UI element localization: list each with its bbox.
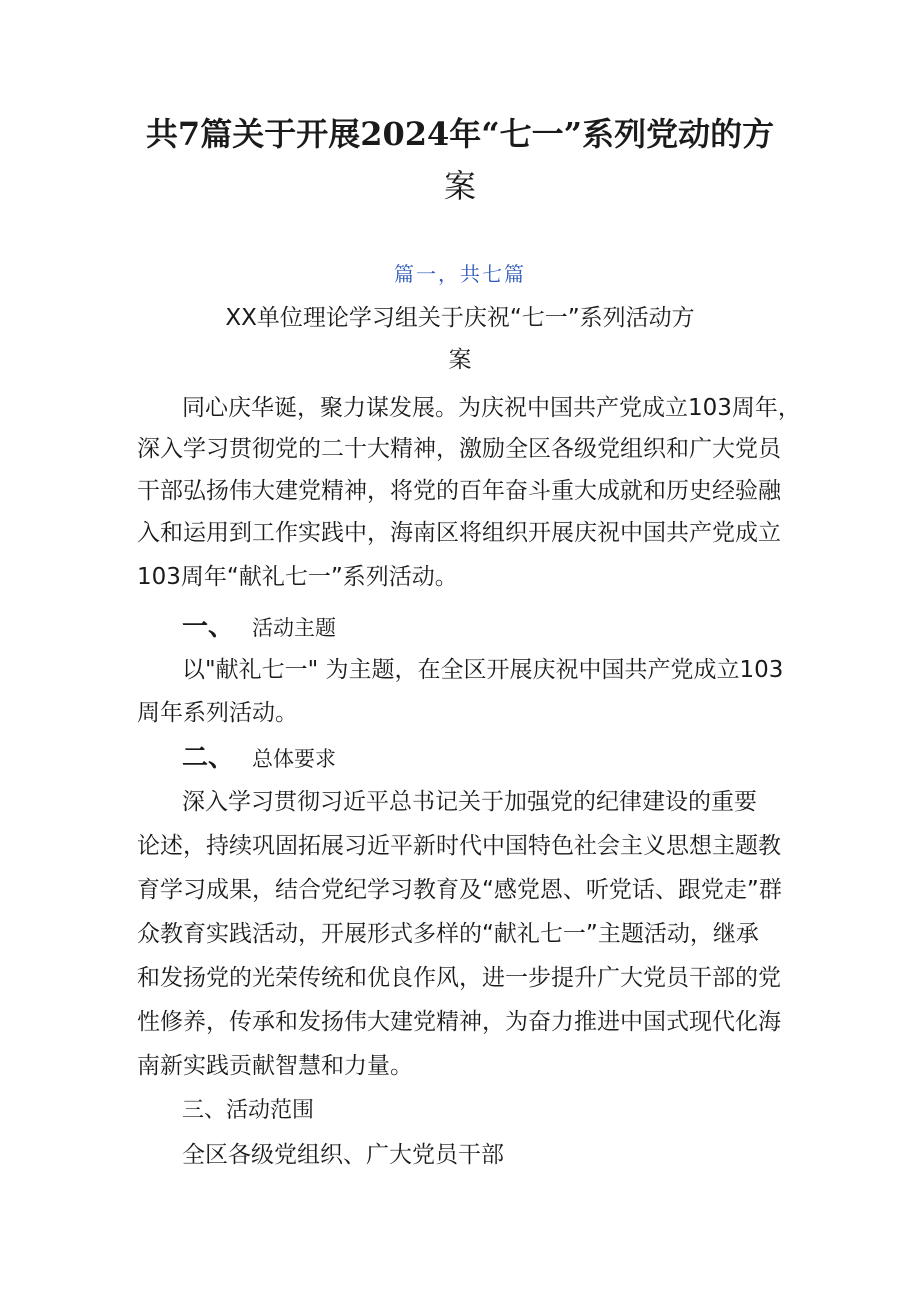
requirements-line-5: 和发扬党的光荣传统和优良作风，进一步提升广大党员干部的党 [137, 965, 781, 991]
requirements-line-2: 论述，持续巩固拓展习近平新时代中国特色社会主义思想主题教 [137, 833, 781, 859]
intro-line-1: 同心庆华诞，聚力谋发展。为庆祝中国共产党成立103周年， [182, 395, 801, 421]
requirements-line-3: 育学习成果，结合党纪学习教育及“感党恩、听党话、跟党走”群 [137, 877, 782, 903]
section-label: 篇一，共七篇 [394, 262, 526, 286]
requirements-line-1: 深入学习贯彻习近平总书记关于加强党的纪律建设的重要 [182, 789, 757, 815]
requirements-line-7: 南新实践贡献智慧和力量。 [137, 1053, 413, 1079]
subtitle-line-1: XX单位理论学习组关于庆祝“七一”系列活动方 [225, 305, 695, 331]
heading-activity-theme [182, 612, 336, 643]
document-title-line-2: 案 [443, 167, 476, 205]
intro-line-5: 103周年“献礼七一”系列活动。 [137, 564, 458, 590]
requirements-line-4: 众教育实践活动，开展形式多样的“献礼七一”主题活动，继承 [137, 921, 759, 947]
requirements-line-6: 性修养，传承和发扬伟大建党精神，为奋力推进中国式现代化海 [137, 1009, 781, 1035]
heading-activity-scope: 三、活动范围 [182, 1098, 315, 1123]
heading-overall-requirements [182, 743, 336, 774]
heading-2-number: 二、 [182, 743, 235, 773]
scope-line: 全区各级党组织、广大党员干部 [182, 1142, 504, 1168]
document-title-line-1: 共7篇关于开展2024年“七一”系列党动的方 [145, 115, 775, 153]
heading-2-text: 总体要求 [252, 747, 337, 771]
subtitle-line-2: 案 [448, 347, 472, 373]
theme-line-1: 以"献礼七一" 为主题，在全区开展庆祝中国共产党成立103 [182, 657, 784, 683]
heading-1-text: 活动主题 [252, 616, 337, 640]
theme-line-2: 周年系列活动。 [137, 700, 298, 726]
intro-line-2: 深入学习贯彻党的二十大精神，激励全区各级党组织和广大党员 [137, 436, 781, 462]
intro-line-4: 入和运用到工作实践中，海南区将组织开展庆祝中国共产党成立 [137, 520, 781, 546]
intro-line-3: 干部弘扬伟大建党精神，将党的百年奋斗重大成就和历史经验融 [137, 478, 781, 504]
heading-1-number: 一、 [182, 612, 235, 642]
